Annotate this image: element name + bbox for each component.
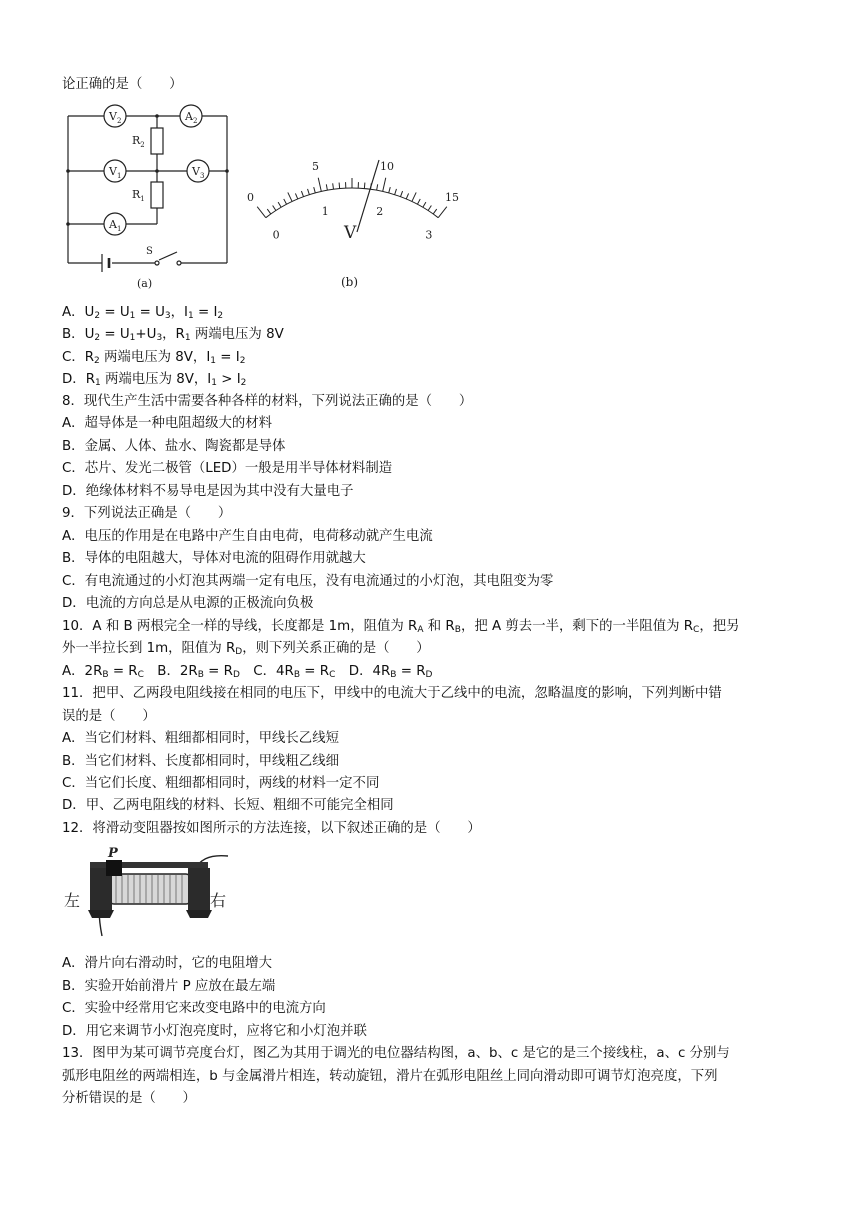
switch-label: S: [146, 246, 153, 257]
left-label: 左: [64, 891, 81, 910]
q11-option-b[interactable]: B．当它们材料、长度都相同时，甲线粗乙线细: [62, 754, 339, 769]
q13-stem-line-3: 分析错误的是（ ）: [62, 1091, 196, 1106]
resistor-r1-label: $R_1$: [132, 188, 145, 203]
dial-tick: [273, 205, 276, 210]
dial-tick: [438, 207, 447, 218]
dial-outer-label: 0: [247, 190, 255, 204]
right-label: 右: [210, 891, 227, 910]
dial-tick: [400, 191, 402, 197]
dial-scale: [257, 178, 447, 218]
dial-tick: [318, 178, 321, 192]
dial-tick: [395, 189, 397, 195]
q7-option-c[interactable]: C．$R_2$ 两端电压为 8V，$I_1 = I_2$: [62, 350, 246, 366]
dial-inner-label: 3: [425, 228, 433, 242]
q8-stem: 8．现代生产生活中需要各种各样的材料，下列说法正确的是（ ）: [62, 394, 473, 409]
dial-needle: [357, 160, 379, 232]
q10-option-c[interactable]: C．$4R_B = R_C$: [239, 664, 336, 680]
q9-stem: 9．下列说法正确是（ ）: [62, 506, 232, 521]
voltmeter-v3-label: $V_3$: [192, 165, 205, 180]
dial-arc: [266, 188, 438, 218]
ammeter-a1-label: $A_1$: [109, 218, 122, 233]
q10-option-b[interactable]: B．$2R_B = R_D$: [143, 664, 240, 680]
dial-inner-label: 0: [272, 228, 280, 242]
q7-option-a[interactable]: A．$U_2 = U_1 = U_3$，$I_1 = I_2$: [62, 305, 224, 321]
q11-stem-line-2: 误的是（ ）: [62, 709, 156, 724]
q10-options: [62, 663, 432, 681]
q10-stem-line-2: 外一半拉长到 1m，阻值为 $R_D$，则下列关系正确的是（ ）: [62, 641, 430, 657]
q11-option-d[interactable]: D．甲、乙两电阻线的材料、长短、粗细不可能完全相同: [62, 798, 394, 813]
q11-option-a[interactable]: A．当它们材料、粗细都相同时，甲线长乙线短: [62, 731, 339, 746]
figure-a-caption: (a): [137, 277, 153, 290]
resistor-r2-label: $R_2$: [132, 134, 145, 149]
dial-tick: [308, 189, 310, 195]
question-7-tail: 论正确的是（ ）: [62, 77, 183, 92]
q10-option-a[interactable]: A．$2R_B = R_C$: [62, 664, 144, 680]
dial-outer-label: 10: [379, 159, 394, 173]
dial-tick: [389, 187, 391, 193]
dial-tick: [333, 183, 334, 189]
dial-outer-label: 15: [444, 190, 459, 204]
dial-tick: [412, 192, 416, 201]
dial-tick: [267, 209, 270, 214]
dial-tick: [278, 202, 281, 207]
dial-tick: [433, 209, 436, 214]
dial-inner-label: 2: [376, 205, 384, 219]
q9-option-b[interactable]: B．导体的电阻越大，导体对电流的阻碍作用就越大: [62, 551, 366, 566]
q12-option-a[interactable]: A．滑片向右滑动时，它的电阻增大: [62, 956, 273, 971]
q13-stem-line-2: 弧形电阻丝的两端相连，b 与金属滑片相连，转动旋钮，滑片在弧形电阻丝上同向滑动即可调节灯泡亮度，下列: [62, 1069, 718, 1084]
q10-option-d[interactable]: D．$4R_B = R_D$: [335, 664, 433, 680]
q7-option-b[interactable]: B．$U_2 = U_1+U_3$，$R_1$ 两端电压为 8V: [62, 327, 284, 343]
slider-p-label: P: [108, 846, 118, 861]
ammeter-a2-label: $A_2$: [185, 110, 198, 125]
q8-option-c[interactable]: C．芯片、发光二极管（LED）一般是用半导体材料制造: [62, 461, 393, 476]
dial-tick: [406, 193, 408, 199]
dial-tick: [314, 187, 316, 193]
q9-option-d[interactable]: D．电流的方向总是从电源的正极流向负极: [62, 596, 314, 611]
q13-stem-line-1: 13．图甲为某可调节亮度台灯，图乙为其用于调光的电位器结构图，a、b、c 是它的是三个接线柱，a、c 分别与: [62, 1046, 730, 1061]
dial-unit: V: [344, 223, 357, 243]
q12-option-b[interactable]: B．实验开始前滑片 P 应放在最左端: [62, 979, 276, 994]
q12-option-d[interactable]: D．用它来调节小灯泡亮度时，应将它和小灯泡并联: [62, 1024, 367, 1039]
circuit-diagram-a: [60, 100, 240, 292]
sliding-rheostat-figure: [60, 846, 240, 946]
q7-option-d[interactable]: D．$R_1$ 两端电压为 8V，$I_1 > I_2$: [62, 372, 247, 388]
dial-tick: [288, 192, 292, 201]
q9-option-c[interactable]: C．有电流通过的小灯泡其两端一定有电压，没有电流通过的小灯泡，其电阻变为零: [62, 574, 554, 589]
q12-option-c[interactable]: C．实验中经常用它来改变电路中的电流方向: [62, 1001, 326, 1016]
dial-tick: [295, 193, 297, 199]
q11-option-c[interactable]: C．当它们长度、粗细都相同时，两线的材料一定不同: [62, 776, 380, 791]
dial-tick: [428, 205, 431, 210]
voltmeter-dial-b: [240, 138, 470, 296]
q12-stem: 12．将滑动变阻器按如图所示的方法连接，以下叙述正确的是（ ）: [62, 821, 481, 836]
dial-tick: [301, 191, 303, 197]
dial-tick: [377, 184, 378, 190]
dial-inner-label: 1: [321, 205, 329, 219]
dial-tick: [383, 178, 386, 192]
q11-stem-line-1: 11．把甲、乙两段电阻线接在相同的电压下，甲线中的电流大于乙线中的电流，忽略温度的影响，下列判断中错: [62, 686, 722, 701]
dial-tick: [257, 207, 266, 218]
dial-outer-label: 5: [312, 159, 320, 173]
dial-tick: [417, 199, 420, 204]
dial-tick: [423, 202, 426, 207]
q9-option-a[interactable]: A．电压的作用是在电路中产生自由电荷，电荷移动就产生电流: [62, 529, 433, 544]
dial-tick: [326, 184, 327, 190]
dial-tick: [284, 199, 287, 204]
q8-option-d[interactable]: D．绝缘体材料不易导电是因为其中没有大量电子: [62, 484, 354, 499]
q10-stem-line-1: 10．A 和 B 两根完全一样的导线，长度都是 1m，阻值为 $R_A$ 和 $R_B$，把 A 剪去一半，剩下的一半阻值为 $R_C$，把另: [62, 619, 740, 635]
dial-tick: [364, 183, 365, 189]
voltmeter-v1-label: $V_1$: [109, 165, 122, 180]
q8-option-b[interactable]: B．金属、人体、盐水、陶瓷都是导体: [62, 439, 286, 454]
dial-tick: [339, 183, 340, 189]
q8-option-a[interactable]: A．超导体是一种电阻超级大的材料: [62, 416, 273, 431]
figure-b-caption: (b): [341, 275, 359, 289]
voltmeter-v2-label: $V_2$: [109, 110, 122, 125]
